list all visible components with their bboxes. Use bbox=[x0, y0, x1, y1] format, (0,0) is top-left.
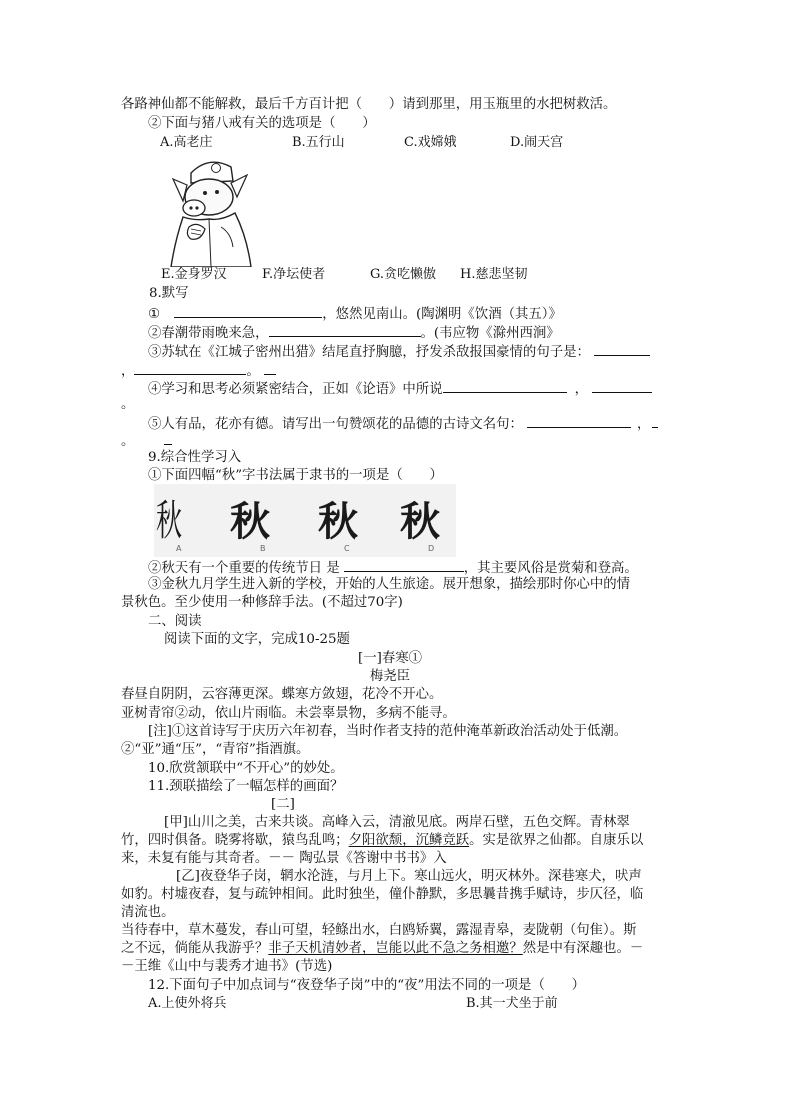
answer-blank[interactable] bbox=[174, 304, 322, 318]
option-g[interactable]: G.贪吃懒傲 bbox=[370, 267, 437, 282]
answer-blank[interactable] bbox=[264, 361, 276, 375]
q9-question-2 bbox=[148, 558, 638, 578]
q9-question-3: ③金秋九月学生进入新的学校，开始的人生旅途。展开想象，描绘那时你心中的情 bbox=[148, 577, 631, 592]
q8-line-2-text-b: 。(韦应物《滁州西涧》 bbox=[420, 326, 560, 341]
answer-blank[interactable] bbox=[652, 414, 658, 428]
q8-title: 8.默写 bbox=[149, 286, 189, 301]
q8-line-2-text-a: ②春潮带雨晚来急， bbox=[148, 326, 269, 341]
q8-line-3b bbox=[121, 361, 276, 381]
answer-blank[interactable] bbox=[134, 361, 246, 375]
q8-line-3 bbox=[148, 342, 650, 362]
option-h[interactable]: H.慈悲坚韧 bbox=[460, 267, 528, 282]
note-line-1: [注]①这首诗写于庆历六年初春，当时作者支持的范仲淹革新政治活动处于低潮。 bbox=[148, 724, 628, 739]
answer-blank[interactable] bbox=[594, 342, 650, 356]
q9-question-3-cont: 景秋色。至少使用一种修辞手法。(不超过70字) bbox=[121, 595, 403, 610]
note-line-2: ②“亚”通“压”，“青帘”指酒旗。 bbox=[121, 742, 310, 757]
label-a: A bbox=[176, 544, 182, 553]
calligraphy-c[interactable]: 秋 bbox=[318, 499, 358, 545]
question-11: 11.颈联描绘了一幅怎样的画面？ bbox=[148, 779, 344, 794]
passage-c-line-2-a: 之不远，倘能从我游乎？ bbox=[121, 941, 269, 956]
label-c: C bbox=[344, 544, 350, 553]
passage-a-line-3: 来，未复有能与其奇者。－－ 陶弘景《答谢中书书》入 bbox=[121, 851, 447, 866]
question-2-stem: ②下面与猪八戒有关的选项是（ ） bbox=[148, 116, 376, 131]
q8-line-4-text: ④学习和思考必须紧密结合，正如《论语》中所说 bbox=[148, 382, 443, 397]
option-a[interactable]: A.高老庄 bbox=[160, 135, 213, 150]
label-d: D bbox=[428, 544, 435, 553]
passage-a-line-2-b: 。实是欲界之仙都。自康乐以 bbox=[469, 833, 644, 848]
underlined-phrase: 夕阳欲颓，沉鳞竞跃 bbox=[348, 833, 470, 848]
continued-question-line: 各路神仙都不能解救，最后千方百计把（ ）请到那里，用玉瓶里的水把树救活。 bbox=[121, 97, 617, 112]
passage-c-line-3: －王维《山中与裴秀才迪书》(节选) bbox=[121, 959, 333, 974]
calligraphy-figure bbox=[154, 484, 456, 557]
q8-line-1-num: ① bbox=[148, 307, 161, 322]
part-2-title: [二] bbox=[271, 797, 295, 812]
option-d[interactable]: D.闹天宫 bbox=[510, 135, 564, 150]
underlined-sentence: 非子天机清妙者，岂能以此不急之务相邀？ bbox=[268, 941, 523, 956]
passage-a-line-2-a: 竹，四时俱备。晓雾将歇，猿鸟乱鸣； bbox=[121, 833, 349, 848]
q8-line-4 bbox=[148, 379, 652, 399]
passage-c-line-2-b: 然是中有深趣也。－ bbox=[522, 941, 644, 956]
q8-line-5-text: ⑤人有品，花亦有德。请写出一句赞颂花的品德的古诗文名句： bbox=[148, 417, 523, 432]
q8-line-3-text: ③苏轼在《江城子密州出猎》结尾直抒胸臆，抒发杀敌报国豪情的句子是： bbox=[148, 345, 590, 360]
q8-line-5 bbox=[148, 414, 658, 434]
q8-line-1-text: ，悠然见南山。(陶渊明《饮酒（其五）》 bbox=[322, 307, 562, 322]
option-f[interactable]: F.净坛使者 bbox=[262, 267, 326, 282]
q8-line-4-comma: ， bbox=[574, 382, 588, 397]
q12-option-b[interactable]: B.其一犬坐于前 bbox=[466, 996, 558, 1011]
passage-b-line-1: [乙]夜登华子岗，辋水沦涟，与月上下。寒山远火，明灭林外。深巷寒犬，吠声 bbox=[176, 869, 642, 884]
poem-line-1: 春昼自阴阴，云容薄更深。蝶寒方敛翅，花冷不开心。 bbox=[121, 687, 443, 702]
passage-b-line-3: 清流也。 bbox=[121, 905, 175, 920]
q8-line-5c bbox=[121, 431, 172, 451]
passage-c-line-2 bbox=[121, 940, 643, 958]
passage-a-line-2 bbox=[121, 832, 643, 850]
poem-title: [一]春寒① bbox=[357, 651, 422, 666]
calligraphy-b[interactable]: 秋 bbox=[230, 500, 270, 544]
q12-option-a[interactable]: A.上使外将兵 bbox=[148, 996, 227, 1011]
pig-figure-icon bbox=[161, 151, 258, 267]
q8-line-5-period: 。 bbox=[121, 434, 135, 449]
q9-q2-text-b: ，其主要风俗是赏菊和登高。 bbox=[463, 561, 638, 576]
poem-author: 梅尧臣 bbox=[369, 669, 411, 684]
option-b[interactable]: B.五行山 bbox=[292, 135, 345, 150]
answer-blank[interactable] bbox=[443, 379, 567, 393]
calligraphy-d[interactable]: 秋 bbox=[400, 498, 440, 545]
q8-period: 。 bbox=[246, 364, 260, 379]
q8-line-2 bbox=[148, 323, 560, 343]
option-e[interactable]: E.金身罗汉 bbox=[161, 267, 227, 282]
q9-q2-text-a: ②秋天有一个重要的传统节日 是 bbox=[148, 561, 340, 576]
passage-b-line-2: 如豹。村墟夜舂，复与疏钟相间。此时独坐，僮仆静默，多思曩昔携手赋诗，步仄径，临 bbox=[121, 887, 644, 902]
label-b: B bbox=[260, 544, 266, 553]
passage-a-line-1: [甲]山川之美，古来共谈。高峰入云，清澈见底。两岸石壁，五色交辉。青林翠 bbox=[164, 815, 630, 830]
q8-comma: ， bbox=[121, 364, 135, 379]
question-12: 12.下面句子中加点词与“夜登华子岗”中的“夜”用法不同的一项是（ ） bbox=[148, 978, 586, 993]
reading-intro: 阅读下面的文字，完成10-25题 bbox=[164, 632, 350, 647]
section-reading-title: 二、阅读 bbox=[148, 614, 202, 629]
answer-blank[interactable] bbox=[592, 379, 652, 393]
passage-c-line-1: 当待春中，草木蔓发，春山可望，轻鲦出水，白鸥矫翼，露湿青皋，麦陇朝（句隹）。斯 bbox=[121, 923, 637, 938]
poem-line-2: 亚树青帘②动，依山片雨临。未尝辜景物，多病不能寻。 bbox=[121, 706, 456, 721]
question-10: 10.欣赏颔联中“不开心”的妙处。 bbox=[148, 761, 344, 776]
q9-question-1: ①下面四幅“秋”字书法属于隶书的一项是（ ） bbox=[148, 468, 443, 483]
q9-title: 9.综合性学习入 bbox=[148, 450, 242, 465]
answer-blank[interactable] bbox=[269, 323, 421, 337]
answer-blank[interactable] bbox=[344, 558, 464, 572]
calligraphy-a[interactable]: 秋 bbox=[156, 496, 179, 545]
answer-blank[interactable] bbox=[527, 414, 631, 428]
q8-line-1 bbox=[148, 304, 562, 324]
q8-line-5-comma: ， bbox=[636, 417, 651, 432]
zhu-bajie-illustration bbox=[161, 151, 258, 267]
q8-line-4c: 。 bbox=[121, 397, 135, 412]
option-c[interactable]: C.戏嫦娥 bbox=[404, 135, 457, 150]
answer-blank[interactable] bbox=[164, 431, 172, 445]
